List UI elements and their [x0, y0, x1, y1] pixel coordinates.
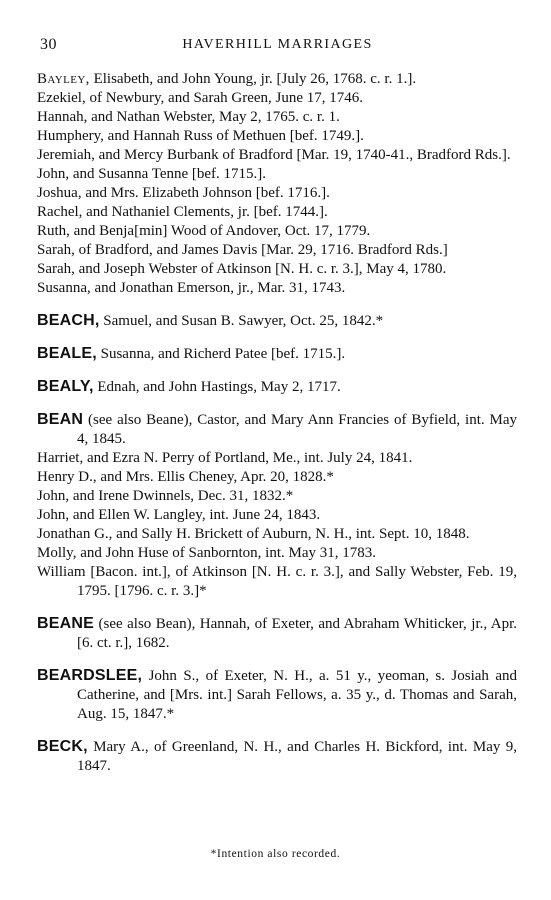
surname-group-beane: [37, 614, 517, 653]
running-title: HAVERHILL MARRIAGES: [182, 37, 373, 52]
surname-heading: BEARDSLEE,: [37, 667, 143, 684]
entry: Sarah, and Joseph Webster of Atkinson [N. H. c. r. 3.], May 4, 1780.: [37, 261, 447, 277]
entry: John, and Ellen W. Langley, int. June 24, 1843.: [37, 507, 321, 523]
page-number: 30: [40, 36, 57, 53]
entry: Molly, and John Huse of Sanbornton, int. May 31, 1783.: [37, 545, 377, 561]
surname-heading: BEACH,: [37, 312, 100, 329]
surname-heading: BEALE,: [37, 345, 97, 362]
surname-group-bealy: [37, 377, 517, 397]
entry-text: Mary A., of Greenland, N. H., and Charles H. Bickford, int. May 9, 1847.: [77, 739, 518, 774]
entry: [37, 344, 517, 364]
surname-heading: Bayley,: [37, 71, 90, 87]
entry: Jeremiah, and Mercy Burbank of Bradford [Mar. 19, 1740-41., Bradford Rds.].: [37, 147, 511, 163]
entry: [37, 737, 517, 776]
page-header: [40, 36, 515, 56]
entry-text: (see also Bean), Hannah, of Exeter, and Abraham Whiticker, jr., Apr. [6. ct. r.], 1682.: [77, 616, 518, 651]
marriage-entries: [37, 70, 517, 776]
entry: [37, 70, 517, 89]
entry-text: Samuel, and Susan B. Sawyer, Oct. 25, 1842.*: [103, 313, 384, 329]
entry-text: Elisabeth, and John Young, jr. [July 26, 1768. c. r. 1.].: [93, 71, 417, 87]
surname-heading: BEAN: [37, 411, 84, 428]
footnote: *Intention also recorded.: [210, 848, 341, 860]
entry: Ruth, and Benja[min] Wood of Andover, Oct. 17, 1779.: [37, 223, 371, 239]
entry-text: Ednah, and John Hastings, May 2, 1717.: [97, 379, 341, 395]
entry: Susanna, and Jonathan Emerson, jr., Mar. 31, 1743.: [37, 280, 346, 296]
surname-group-beale: [37, 344, 517, 364]
surname-heading: BEALY,: [37, 378, 94, 395]
entry-text: John S., of Exeter, N. H., a. 51 y., yeoman, s. Josiah and Catherine, and [Mrs. int.] Sarah Fellows, a. 35 y., d. Thomas and Sarah, Aug. 15, 1847.*: [77, 668, 518, 722]
surname-group-beck: [37, 737, 517, 776]
surname-heading: BEANE: [37, 615, 95, 632]
entry: Joshua, and Mrs. Elizabeth Johnson [bef. 1716.].: [37, 185, 330, 201]
surname-group-bayley: [37, 70, 517, 298]
entry: [37, 377, 517, 397]
entry: [37, 614, 517, 653]
entry: John, and Irene Dwinnels, Dec. 31, 1832.*: [37, 488, 294, 504]
surname-group-beardslee: [37, 666, 517, 724]
entry: Henry D., and Mrs. Ellis Cheney, Apr. 20, 1828.*: [37, 469, 334, 485]
entry: Sarah, of Bradford, and James Davis [Mar. 29, 1716. Bradford Rds.]: [37, 242, 448, 258]
entry: Jonathan G., and Sally H. Brickett of Auburn, N. H., int. Sept. 10, 1848.: [37, 526, 470, 542]
entry: Ezekiel, of Newbury, and Sarah Green, June 17, 1746.: [37, 90, 364, 106]
entry: Harriet, and Ezra N. Perry of Portland, Me., int. July 24, 1841.: [37, 450, 413, 466]
entry: Rachel, and Nathaniel Clements, jr. [bef. 1744.].: [37, 204, 328, 220]
entry: Hannah, and Nathan Webster, May 2, 1765. c. r. 1.: [37, 109, 340, 125]
entry-text: (see also Beane), Castor, and Mary Ann Francies of Byfield, int. May 4, 1845.: [77, 412, 518, 447]
entry: [37, 311, 517, 331]
entry: [37, 666, 517, 724]
surname-group-bean: [37, 410, 517, 601]
surname-heading: BECK,: [37, 738, 88, 755]
entry-text: Susanna, and Richerd Patee [bef. 1715.].: [100, 346, 346, 362]
surname-group-beach: [37, 311, 517, 331]
entry: Humphery, and Hannah Russ of Methuen [bef. 1749.].: [37, 128, 364, 144]
entry: John, and Susanna Tenne [bef. 1715.].: [37, 166, 267, 182]
entry: [37, 410, 517, 449]
entry: William [Bacon. int.], of Atkinson [N. H. c. r. 3.], and Sally Webster, Feb. 19, 1795. [1796. c. r. 3.]*: [37, 564, 517, 599]
